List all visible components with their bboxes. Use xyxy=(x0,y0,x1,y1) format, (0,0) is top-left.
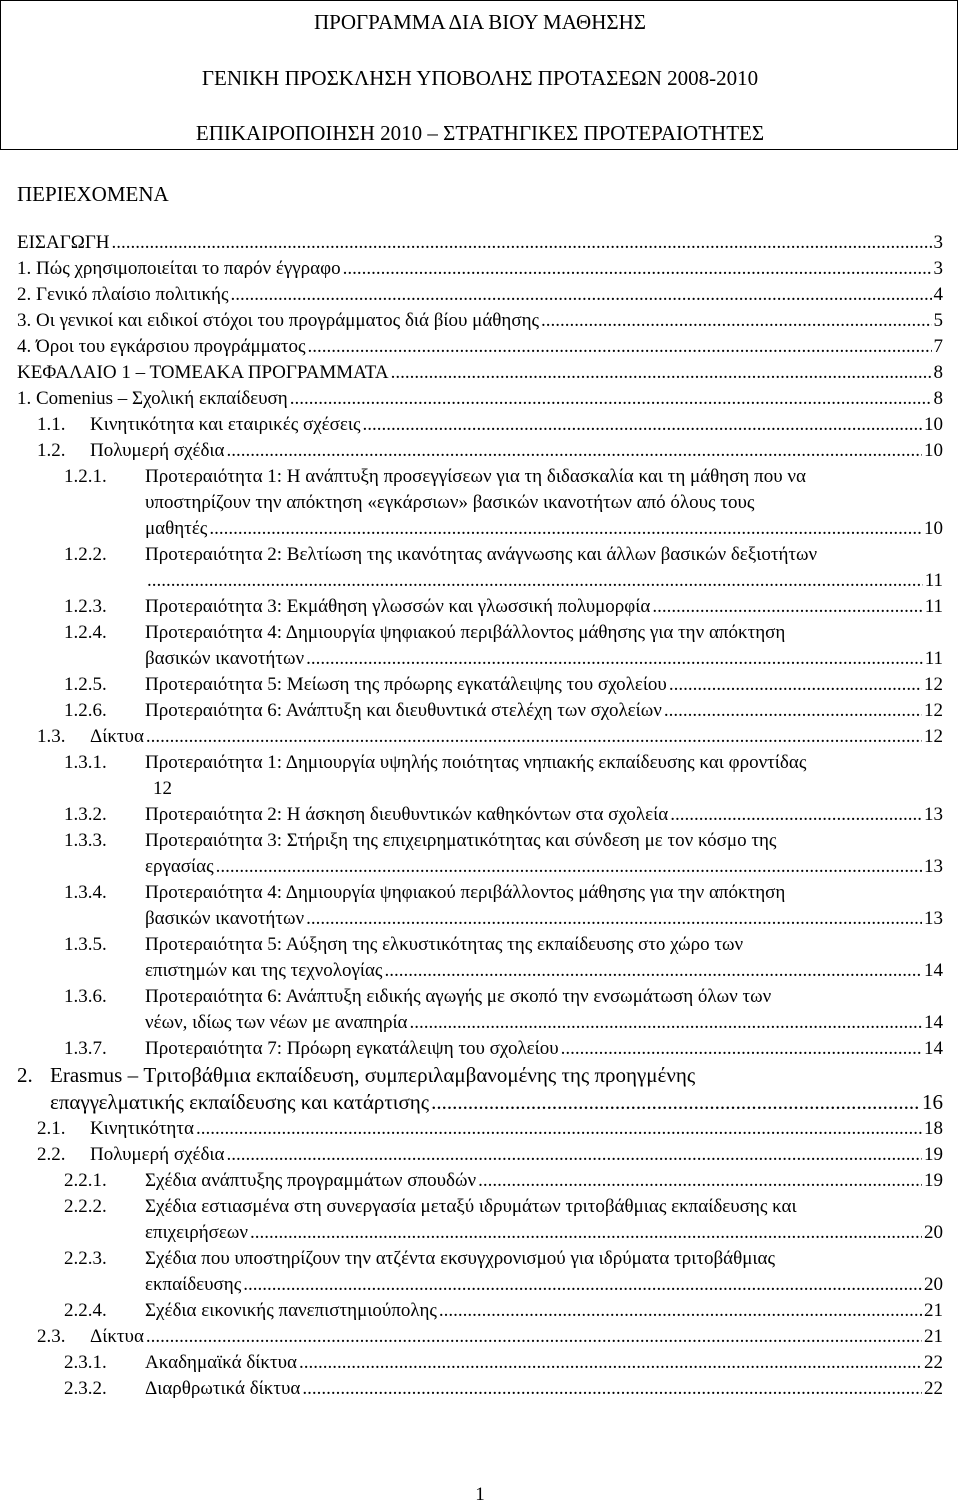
toc-page-number: 10 xyxy=(924,414,943,435)
toc-entry-number: 1.3.3. xyxy=(64,830,107,851)
dot-leader xyxy=(306,906,922,932)
toc-entry-number: 1.3.5. xyxy=(64,934,107,955)
dot-leader xyxy=(541,308,931,334)
toc-entry-number: 2.2.1. xyxy=(64,1170,107,1191)
toc-entry[interactable] xyxy=(0,750,960,802)
toc-entry-number: 1.2. xyxy=(37,440,66,461)
toc-page-number: 19 xyxy=(924,1170,943,1191)
toc-entry-title: Προτεραιότητα 3: Στήριξη της επιχειρηματικότητας και σύνδεση με τον κόσμο της xyxy=(145,830,777,851)
toc-page-number: 13 xyxy=(924,908,943,929)
toc-entry-title: ΚΕΦΑΛΑΙΟ 1 – ΤΟΜΕΑΚΑ ΠΡΟΓΡΑΜΜΑΤΑ xyxy=(17,362,389,383)
toc-page-number: 16 xyxy=(922,1090,943,1114)
toc-entry-title: Προτεραιότητα 2: Βελτίωση της ικανότητας ανάγνωσης και άλλων βασικών δεξιοτήτων xyxy=(145,544,818,565)
toc-page-number: 21 xyxy=(924,1300,943,1321)
toc-entry-title: 1. Comenius – Σχολική εκπαίδευση xyxy=(17,388,288,409)
toc-page-number: 20 xyxy=(924,1222,943,1243)
toc-page-number: 11 xyxy=(924,596,943,617)
toc-entry-title: Προτεραιότητα 1: Δημιουργία υψηλής ποιότητας νηπιακής εκπαίδευσης και φροντίδας xyxy=(145,752,807,773)
dot-leader xyxy=(410,1010,922,1036)
toc-page-number: 7 xyxy=(933,336,943,357)
toc-entry-title: Σχέδια εστιασμένα στη συνεργασία μεταξύ ιδρυμάτων τριτοβάθμιας εκπαίδευσης και xyxy=(145,1196,797,1217)
toc-entry[interactable] xyxy=(0,308,960,334)
toc-page-number: 14 xyxy=(924,1038,943,1059)
toc-entry-number: 2.2.3. xyxy=(64,1248,107,1269)
toc-page-number: 12 xyxy=(153,778,172,799)
toc-entry[interactable] xyxy=(0,412,960,438)
table-of-contents xyxy=(0,230,960,1402)
toc-entry-number: 2.3.2. xyxy=(64,1378,107,1399)
toc-entry-title: βασικών ικανοτήτων xyxy=(145,908,305,929)
toc-page-number: 11 xyxy=(924,648,943,669)
toc-entry-number: 1.3.2. xyxy=(64,804,107,825)
toc-entry[interactable] xyxy=(0,1376,960,1402)
toc-page-number: 22 xyxy=(924,1378,943,1399)
dot-leader xyxy=(147,568,923,594)
toc-entry-title: επιχειρήσεων xyxy=(145,1222,248,1243)
toc-page-number: 4 xyxy=(933,284,943,305)
toc-page-number: 10 xyxy=(924,518,943,539)
toc-entry[interactable] xyxy=(0,594,960,620)
toc-entry[interactable] xyxy=(0,1194,960,1246)
toc-entry-number: 2.2.2. xyxy=(64,1196,107,1217)
toc-entry[interactable] xyxy=(0,932,960,984)
toc-entry-number: 1.1. xyxy=(37,414,66,435)
toc-entry-title: υποστηρίζουν την απόκτηση «εγκάρσιων» βασικών ικανοτήτων από όλους τους xyxy=(145,492,755,513)
dot-leader xyxy=(227,438,922,464)
toc-entry-number: 2.1. xyxy=(37,1118,66,1139)
dot-leader xyxy=(209,516,922,542)
toc-entry[interactable] xyxy=(0,1246,960,1298)
dot-leader xyxy=(146,724,922,750)
toc-entry[interactable] xyxy=(0,334,960,360)
toc-page-number: 18 xyxy=(924,1118,943,1139)
toc-entry[interactable] xyxy=(0,256,960,282)
toc-page-number: 14 xyxy=(924,960,943,981)
toc-page-number: 5 xyxy=(933,310,943,331)
toc-entry-title: Δίκτυα xyxy=(90,1326,144,1347)
toc-entry-title: 2. Γενικό πλαίσιο πολιτικής xyxy=(17,284,229,305)
toc-page-number: 13 xyxy=(924,856,943,877)
toc-entry[interactable] xyxy=(0,1350,960,1376)
toc-page-number: 11 xyxy=(924,570,943,591)
toc-page-number: 3 xyxy=(933,258,943,279)
toc-entry-number: 1.3.7. xyxy=(64,1038,107,1059)
toc-entry-title: Προτεραιότητα 6: Ανάπτυξη και διευθυντικά στελέχη των σχολείων xyxy=(145,700,662,721)
toc-entry[interactable] xyxy=(0,386,960,412)
toc-entry-number: 2. xyxy=(17,1063,33,1087)
toc-entry-number: 1.2.4. xyxy=(64,622,107,643)
dot-leader xyxy=(343,256,932,282)
dot-leader xyxy=(227,1142,922,1168)
toc-entry[interactable] xyxy=(0,802,960,828)
toc-entry-title: Κινητικότητα xyxy=(90,1118,194,1139)
dot-leader xyxy=(652,594,922,620)
toc-entry-number: 1.2.1. xyxy=(64,466,107,487)
toc-page-number: 12 xyxy=(924,674,943,695)
toc-entry[interactable] xyxy=(0,464,960,542)
toc-entry-number: 1.2.6. xyxy=(64,700,107,721)
toc-entry-number: 2.3. xyxy=(37,1326,66,1347)
toc-entry-number: 1.2.3. xyxy=(64,596,107,617)
toc-entry-title: Προτεραιότητα 5: Αύξηση της ελκυστικότητας της εκπαίδευσης στο χώρο των xyxy=(145,934,744,955)
toc-page-number: 8 xyxy=(933,362,943,383)
toc-entry[interactable] xyxy=(0,1324,960,1350)
toc-entry-title: ΕΙΣΑΓΩΓΗ xyxy=(17,232,110,253)
toc-entry-number: 1.3.1. xyxy=(64,752,107,773)
dot-leader xyxy=(112,230,932,256)
contents-heading: ΠΕΡΙΕΧΟΜΕΝΑ xyxy=(17,182,169,206)
toc-entry-title: 4. Όροι του εγκάρσιου προγράμματος xyxy=(17,336,306,357)
dot-leader xyxy=(478,1168,922,1194)
toc-entry-title: εργασίας xyxy=(145,856,214,877)
toc-entry-title: Προτεραιότητα 7: Πρόωρη εγκατάλειψη του σχολείου xyxy=(145,1038,559,1059)
dot-leader xyxy=(439,1298,922,1324)
toc-entry[interactable] xyxy=(0,724,960,750)
toc-entry[interactable] xyxy=(0,620,960,672)
toc-entry[interactable] xyxy=(0,542,960,594)
toc-entry-title: Προτεραιότητα 5: Μείωση της πρόωρης εγκατάλειψης του σχολείου xyxy=(145,674,667,695)
toc-entry-title: βασικών ικανοτήτων xyxy=(145,648,305,669)
toc-entry[interactable] xyxy=(0,230,960,256)
toc-entry-title: νέων, ιδίως των νέων με αναπηρία xyxy=(145,1012,408,1033)
update-title: ΕΠΙΚΑΙΡΟΠΟΙΗΣΗ 2010 – ΣΤΡΑΤΗΓΙΚΕΣ ΠΡΟΤΕΡΑΙΟΤΗΤΕΣ xyxy=(195,121,765,145)
dot-leader xyxy=(243,1272,922,1298)
toc-entry-title: Προτεραιότητα 4: Δημιουργία ψηφιακού περιβάλλοντος μάθησης για την απόκτηση xyxy=(145,622,786,643)
dot-leader xyxy=(664,698,922,724)
dot-leader xyxy=(384,958,922,984)
toc-entry[interactable] xyxy=(0,1168,960,1194)
dot-leader xyxy=(302,1376,922,1402)
dot-leader xyxy=(146,1324,922,1350)
dot-leader xyxy=(290,386,932,412)
toc-entry-title: Κινητικότητα και εταιρικές σχέσεις xyxy=(90,414,361,435)
toc-page-number: 19 xyxy=(924,1144,943,1165)
toc-page-number: 8 xyxy=(933,388,943,409)
toc-entry-title: επαγγελματικής εκπαίδευσης και κατάρτισης xyxy=(50,1090,430,1114)
toc-entry-number: 2.2. xyxy=(37,1144,66,1165)
toc-entry[interactable] xyxy=(0,360,960,386)
dot-leader xyxy=(231,282,932,308)
toc-entry-title: Ακαδημαϊκά δίκτυα xyxy=(145,1352,297,1373)
toc-entry[interactable] xyxy=(0,1116,960,1142)
dot-leader xyxy=(431,1089,920,1116)
toc-entry[interactable] xyxy=(0,984,960,1036)
toc-page-number: 3 xyxy=(933,232,943,253)
toc-entry[interactable] xyxy=(0,438,960,464)
toc-entry-number: 2.3.1. xyxy=(64,1352,107,1373)
dot-leader xyxy=(307,334,931,360)
toc-page-number: 14 xyxy=(924,1012,943,1033)
dot-leader xyxy=(561,1036,922,1062)
dot-leader xyxy=(363,412,922,438)
dot-leader xyxy=(670,802,922,828)
toc-entry-title: Πολυμερή σχέδια xyxy=(90,1144,225,1165)
toc-entry[interactable] xyxy=(0,672,960,698)
toc-entry[interactable] xyxy=(0,282,960,308)
toc-entry-title: Προτεραιότητα 3: Εκμάθηση γλωσσών και γλωσσική πολυμορφία xyxy=(145,596,651,617)
toc-page-number: 10 xyxy=(924,440,943,461)
toc-entry-title: Προτεραιότητα 4: Δημιουργία ψηφιακού περιβάλλοντος μάθησης για την απόκτηση xyxy=(145,882,786,903)
toc-entry-title: επιστημών και της τεχνολογίας xyxy=(145,960,383,981)
toc-page-number: 12 xyxy=(924,726,943,747)
toc-entry-title: Δίκτυα xyxy=(90,726,144,747)
dot-leader xyxy=(250,1220,922,1246)
toc-entry-number: 1.2.5. xyxy=(64,674,107,695)
toc-entry[interactable] xyxy=(0,1298,960,1324)
toc-page-number: 12 xyxy=(924,700,943,721)
toc-entry-number: 1.3. xyxy=(37,726,66,747)
dot-leader xyxy=(299,1350,922,1376)
toc-entry[interactable] xyxy=(0,1142,960,1168)
toc-entry-title: Σχέδια που υποστηρίζουν την ατζέντα εκσυγχρονισμού για ιδρύματα τριτοβάθμιας xyxy=(145,1248,775,1269)
dot-leader xyxy=(669,672,922,698)
toc-entry[interactable] xyxy=(0,1036,960,1062)
toc-entry-title: 3. Οι γενικοί και ειδικοί στόχοι του προγράμματος διά βίου μάθησης xyxy=(17,310,540,331)
toc-entry-title: Erasmus – Τριτοβάθμια εκπαίδευση, συμπεριλαμβανομένης της προηγμένης xyxy=(50,1063,696,1087)
toc-entry-title: Σχέδια εικονικής πανεπιστημιούπολης xyxy=(145,1300,437,1321)
toc-page-number: 13 xyxy=(924,804,943,825)
toc-entry-number: 1.2.2. xyxy=(64,544,107,565)
toc-entry[interactable] xyxy=(0,1062,960,1116)
toc-page-number: 21 xyxy=(924,1326,943,1347)
toc-entry-title: Προτεραιότητα 2: Η άσκηση διευθυντικών καθηκόντων στα σχολεία xyxy=(145,804,669,825)
toc-entry-number: 2.2.4. xyxy=(64,1300,107,1321)
toc-entry-title: Πολυμερή σχέδια xyxy=(90,440,225,461)
toc-entry-title: Σχέδια ανάπτυξης προγραμμάτων σπουδών xyxy=(145,1170,477,1191)
toc-entry-title: Προτεραιότητα 1: Η ανάπτυξη προσεγγίσεων για τη διδασκαλία και τη μάθηση που να xyxy=(145,466,806,487)
dot-leader xyxy=(306,646,923,672)
toc-page-number: 20 xyxy=(924,1274,943,1295)
toc-entry-title: μαθητές xyxy=(145,518,208,539)
dot-leader xyxy=(216,854,922,880)
toc-entry[interactable] xyxy=(0,828,960,880)
toc-entry-title: εκπαίδευσης xyxy=(145,1274,242,1295)
call-title: ΓΕΝΙΚΗ ΠΡΟΣΚΛΗΣΗ ΥΠΟΒΟΛΗΣ ΠΡΟΤΑΣΕΩΝ 2008-2010 xyxy=(201,66,759,90)
programme-title: ΠΡΟΓΡΑΜΜΑ ΔΙΑ ΒΙΟΥ ΜΑΘΗΣΗΣ xyxy=(314,10,646,34)
toc-entry[interactable] xyxy=(0,698,960,724)
toc-page-number: 22 xyxy=(924,1352,943,1373)
page-number: 1 xyxy=(475,1484,485,1505)
toc-entry-number: 1.3.6. xyxy=(64,986,107,1007)
toc-entry-title: 1. Πώς χρησιμοποιείται το παρόν έγγραφο xyxy=(17,258,341,279)
toc-entry[interactable] xyxy=(0,880,960,932)
dot-leader xyxy=(391,360,932,386)
toc-entry-title: Διαρθρωτικά δίκτυα xyxy=(145,1378,301,1399)
toc-entry-number: 1.3.4. xyxy=(64,882,107,903)
toc-entry-title: Προτεραιότητα 6: Ανάπτυξη ειδικής αγωγής με σκοπό την ενσωμάτωση όλων των xyxy=(145,986,772,1007)
dot-leader xyxy=(196,1116,922,1142)
